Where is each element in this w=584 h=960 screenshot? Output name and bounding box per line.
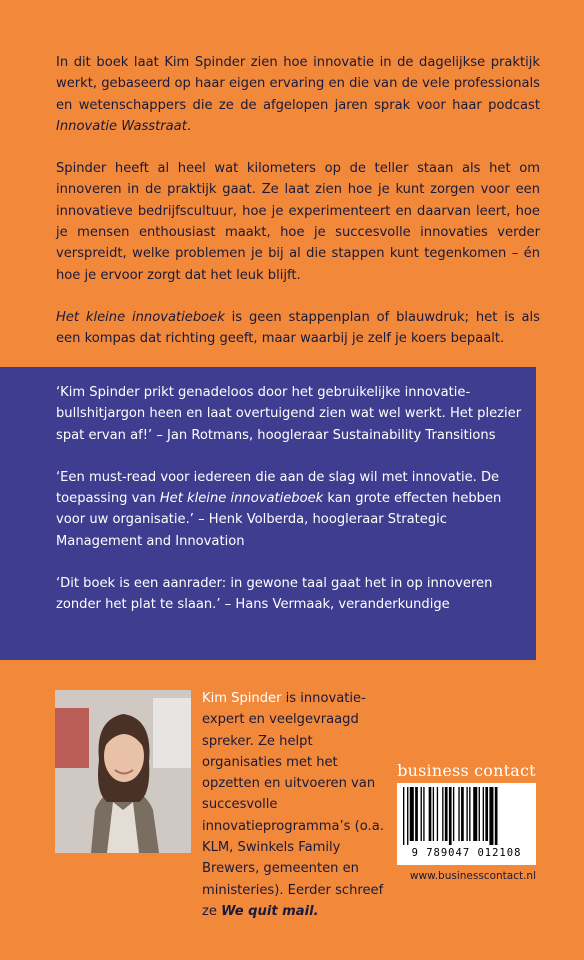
barcode-bar: [437, 787, 438, 841]
bio-text: is innovatie-expert en veelgevraagd spreker. Ze helpt organisaties met het opzetten en uitvoeren van succesvolle innovatieprogramma’s (o.a. KLM, Swinkels Family Brewers, gemeenten en ministeries). Eerder schreef ze: [202, 691, 384, 919]
barcode-bar: [429, 787, 432, 841]
intro-paragraph-1: [56, 52, 540, 137]
quote-volberda-start: ‘Een must-read voor iedereen die aan de slag wil met innovatie. De toepassing van: [56, 469, 500, 507]
barcode-bar: [407, 787, 408, 845]
barcode: [397, 783, 536, 865]
intro-paragraph-2: Spinder heeft al heel wat kilometers op de teller staan als het om innoveren in de praktijk gaat. Ze laat zien hoe je kunt zorgen voor een innovatieve bedrijfscultuur, hoe je experimenteert en daarvan leert, hoe je mensen enthousiast maakt, hoe je succesvolle innovaties verder verspreidt, welke problemen je bij al die stappen kunt tegenkomen – én hoe je ervoor zorgt dat het leuk blijft.: [56, 161, 540, 283]
quote-volberda: [56, 467, 526, 552]
barcode-bar: [489, 787, 493, 845]
quotes-list: [56, 382, 526, 637]
intro-p1-end: .: [186, 118, 192, 134]
podcast-title: Innovatie Wasstraat: [56, 118, 187, 134]
author-name: Kim Spinder: [202, 691, 282, 706]
barcode-bar: [453, 787, 454, 841]
author-photo: [55, 690, 191, 853]
quotes-panel: [0, 367, 536, 660]
quote-rotmans: ‘Kim Spinder prikt genadeloos door het gebruikelijke innovatie-bullshitjargon heen en laat overtuigend zien wat wel werkt. Het plezier spat ervan af!’ – Jan Rotmans, hoogleraar Sustainability Transitions: [56, 385, 522, 443]
barcode-bar: [433, 787, 434, 841]
barcode-bar: [485, 787, 488, 841]
publisher-logo: business contact: [397, 761, 536, 780]
barcode-bar: [445, 787, 448, 841]
barcode-bar: [421, 787, 422, 841]
barcode-bar: [415, 787, 418, 841]
previous-book-title: We quit mail.: [221, 903, 319, 919]
intro-text: [56, 52, 540, 371]
barcode-bar: [469, 787, 470, 841]
barcode-bar: [466, 787, 467, 841]
barcode-bar: [449, 787, 452, 845]
book-title: Het kleine innovatieboek: [56, 309, 225, 325]
isbn-number: 9 789047 012108: [411, 847, 522, 859]
barcode-bar: [495, 787, 498, 845]
intro-p1-text: In dit boek laat Kim Spinder zien hoe innovatie in de dagelijkse praktijk werkt, gebaseerd op haar eigen ervaring en die van de vele professionals en wetenschappers die ze de afgelopen jaren sprak voor haar podcast: [56, 55, 540, 113]
barcode-bar: [458, 787, 459, 841]
barcode-bar: [423, 787, 424, 841]
quote-vermaak: ‘Dit boek is een aanrader: in gewone taal gaat het in op innoveren zonder het plat te slaan.’ – Hans Vermaak, veranderkundige: [56, 576, 493, 613]
quote-volberda-end: kan grote effecten hebben voor uw organisatie.’ – Henk Volberda, hoogleraar Strategic Management and Innovation: [56, 491, 502, 549]
quote-volberda-book: Het kleine innovatieboek: [159, 491, 324, 507]
barcode-bar: [410, 787, 414, 841]
intro-paragraph-3: [56, 307, 540, 350]
author-bio: [202, 688, 394, 922]
barcode-bars: [403, 787, 530, 845]
barcode-bar: [483, 787, 484, 841]
barcode-bar: [461, 787, 464, 841]
barcode-bar: [403, 787, 404, 845]
intro-p3-text: is geen stappenplan of blauwdruk; het is als een kompas dat richting geeft, maar waarbij je zelf je koers bepaalt.: [56, 309, 541, 347]
barcode-bar: [442, 787, 443, 841]
barcode-bar: [479, 787, 480, 841]
barcode-bar: [473, 787, 477, 841]
publisher-website[interactable]: www.businesscontact.nl: [409, 870, 536, 882]
